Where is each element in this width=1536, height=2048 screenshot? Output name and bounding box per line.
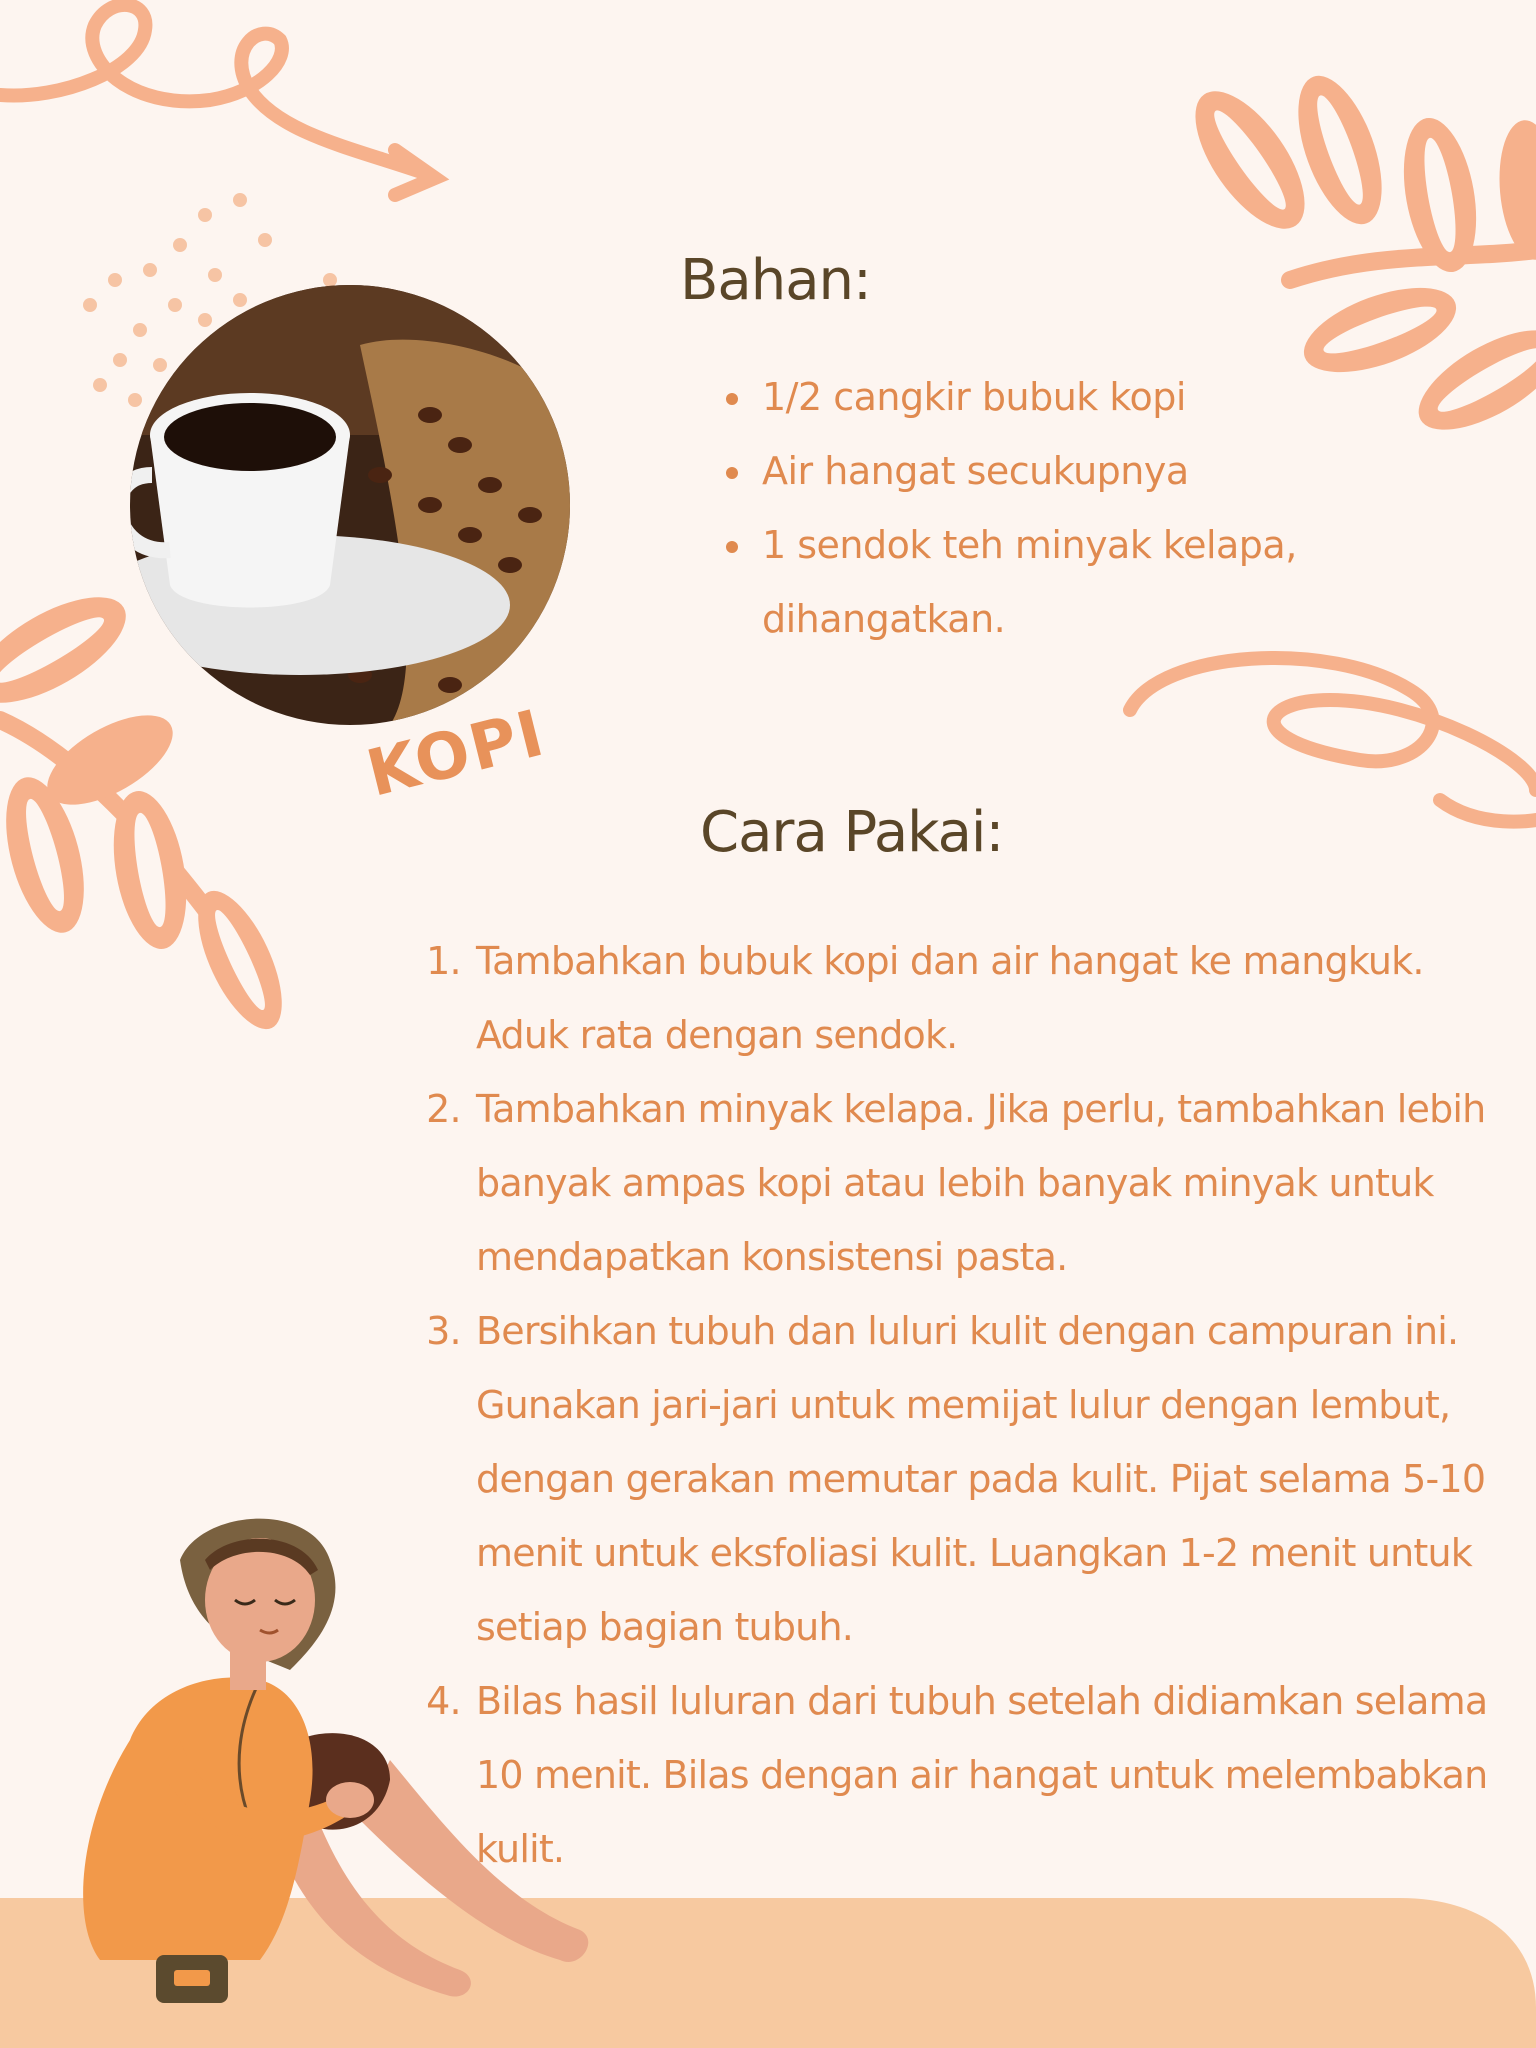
instructions-heading: Cara Pakai: <box>700 800 1004 865</box>
coffee-cup-photo <box>130 285 570 725</box>
list-item: • 1 sendok teh minyak kelapa, dihangatkan. <box>756 508 1316 656</box>
list-item: 2. Tambahkan minyak kelapa. Jika perlu, tambahkan lebih banyak ampas kopi atau lebih banyak minyak untuk mendapatkan konsistensi pasta. <box>472 1072 1512 1294</box>
list-item: • 1/2 cangkir bubuk kopi <box>756 360 1316 434</box>
list-item: 1. Tambahkan bubuk kopi dan air hangat ke mangkuk. Aduk rata dengan sendok. <box>472 924 1512 1072</box>
swirl-decoration-right <box>1130 658 1536 822</box>
ingredients-heading: Bahan: <box>680 248 871 313</box>
list-item: 3. Bersihkan tubuh dan luluri kulit dengan campuran ini. Gunakan jari-jari untuk memijat lulur dengan lembut, dengan gerakan memutar pada kulit. Pijat selama 5-10 menit untuk eksfoliasi kulit. Luangkan 1-2 menit untuk setiap bagian tubuh. <box>472 1294 1512 1664</box>
ingredients-list <box>712 360 1316 656</box>
list-item: 4. Bilas hasil luluran dari tubuh setelah didiamkan selama 10 menit. Bilas dengan air hangat untuk melembabkan kulit. <box>472 1664 1512 1886</box>
list-item: • Air hangat secukupnya <box>756 434 1316 508</box>
woman-illustration <box>60 1500 660 2048</box>
swirl-arrow-decoration <box>0 5 435 195</box>
photo-label: KOPI <box>360 696 553 812</box>
